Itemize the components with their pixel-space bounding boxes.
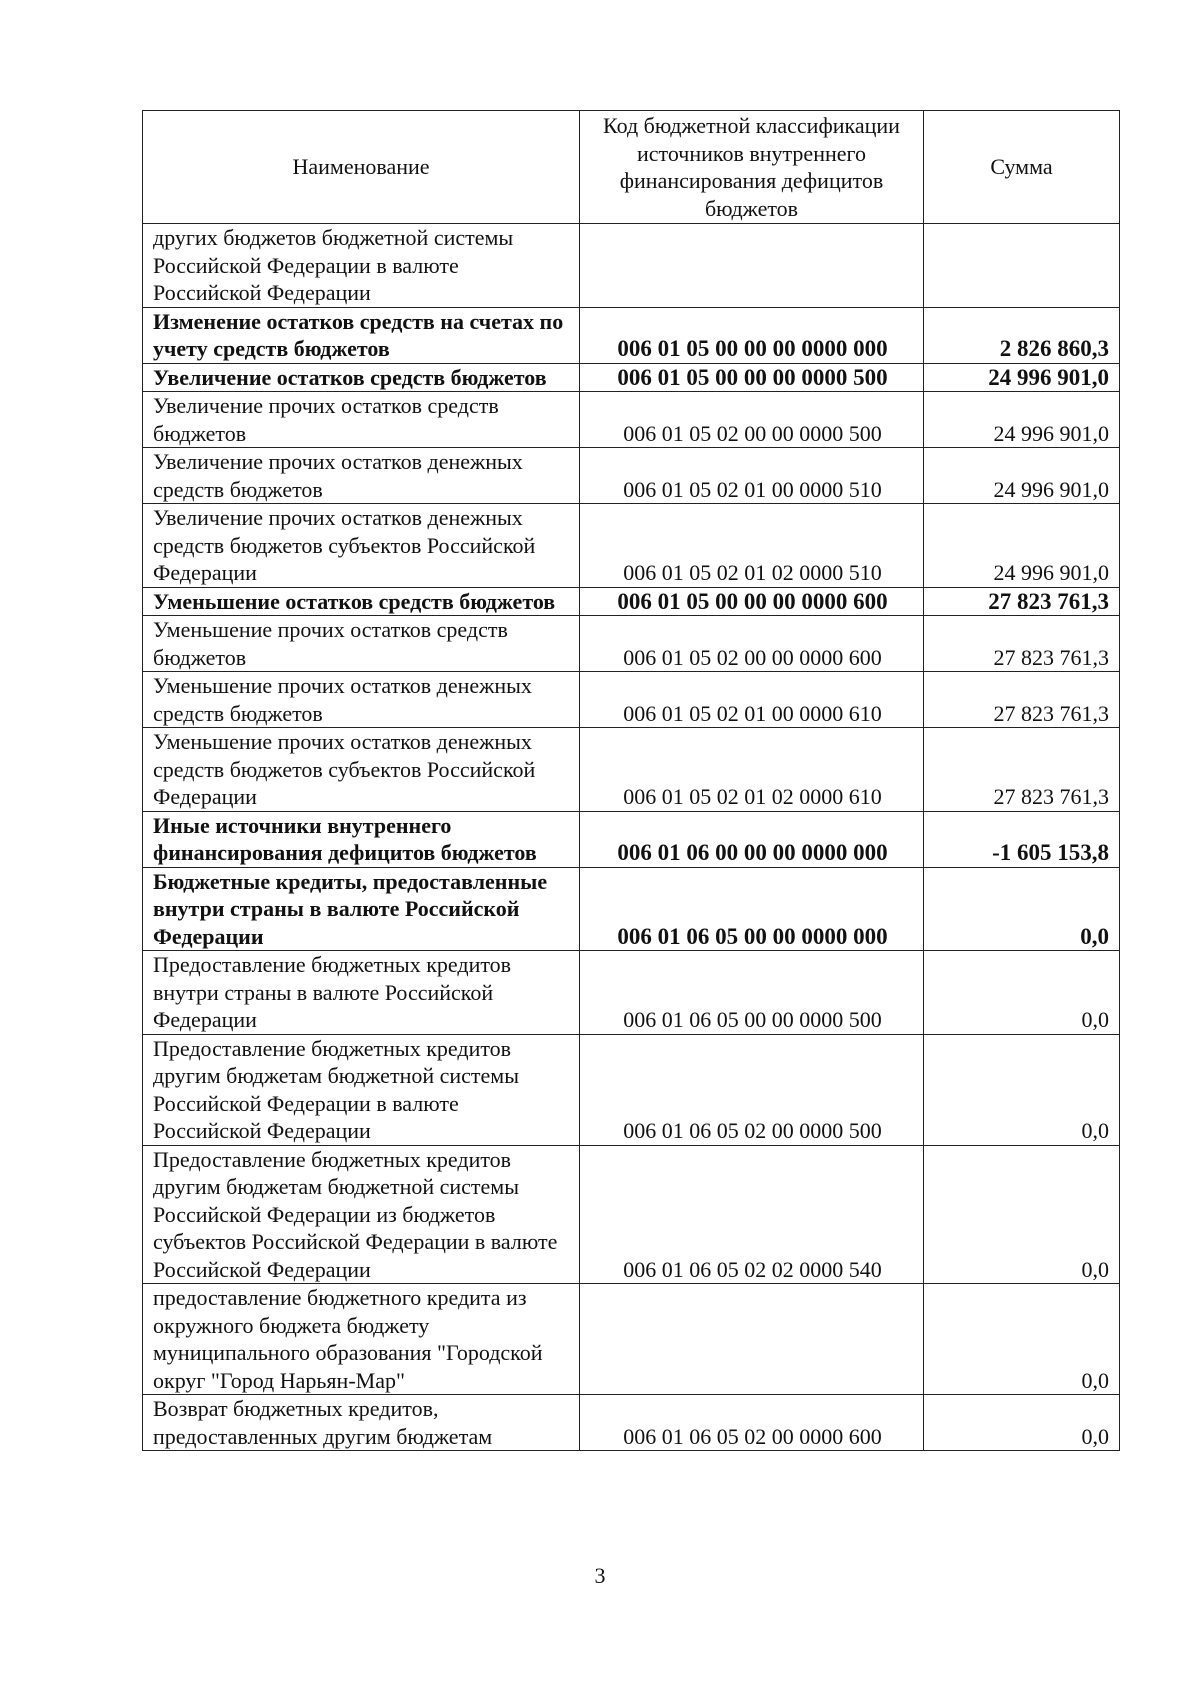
row-name-cell: Предоставление бюджетных кредитов другим бюджетам бюджетной системы Российской Федерации из бюджетов субъектов Российской Федерации в валюте Российской Федерации (143, 1145, 580, 1284)
budget-sources-table (142, 110, 1120, 1451)
row-code-cell: 006 01 05 02 00 00 0000 500 (580, 392, 924, 448)
row-sum-cell: 0,0 (924, 951, 1120, 1035)
row-sum-cell: 27 823 761,3 (924, 587, 1120, 616)
row-sum-cell: 24 996 901,0 (924, 392, 1120, 448)
page-number: 3 (594, 1563, 606, 1588)
row-name-cell: Уменьшение прочих остатков средств бюджетов (143, 616, 580, 672)
row-code-cell: 006 01 05 00 00 00 0000 000 (580, 307, 924, 363)
row-code-cell (580, 1284, 924, 1395)
table-row (143, 951, 1120, 1035)
row-sum-cell (924, 224, 1120, 308)
table-row (143, 1395, 1120, 1451)
table-row (143, 363, 1120, 392)
row-code-cell: 006 01 05 00 00 00 0000 500 (580, 363, 924, 392)
row-sum-cell: 27 823 761,3 (924, 672, 1120, 728)
table-row (143, 616, 1120, 672)
row-sum-cell: 0,0 (924, 1395, 1120, 1451)
row-code-cell: 006 01 05 00 00 00 0000 600 (580, 587, 924, 616)
table-row (143, 504, 1120, 588)
row-code-cell: 006 01 06 05 02 00 0000 500 (580, 1034, 924, 1145)
header-sum: Сумма (924, 111, 1120, 224)
table-row (143, 307, 1120, 363)
row-sum-cell: -1 605 153,8 (924, 811, 1120, 867)
row-code-cell: 006 01 06 00 00 00 0000 000 (580, 811, 924, 867)
row-sum-cell: 24 996 901,0 (924, 363, 1120, 392)
table-row (143, 1284, 1120, 1395)
table-row (143, 867, 1120, 951)
row-name-cell: Предоставление бюджетных кредитов внутри страны в валюте Российской Федерации (143, 951, 580, 1035)
row-sum-cell: 0,0 (924, 1284, 1120, 1395)
row-sum-cell: 24 996 901,0 (924, 504, 1120, 588)
row-code-cell: 006 01 05 02 01 02 0000 610 (580, 728, 924, 812)
table-row (143, 392, 1120, 448)
table-body (143, 224, 1120, 1451)
table-header-row (143, 111, 1120, 224)
row-code-cell: 006 01 06 05 02 02 0000 540 (580, 1145, 924, 1284)
row-name-cell: Уменьшение прочих остатков денежных средств бюджетов субъектов Российской Федерации (143, 728, 580, 812)
row-sum-cell: 27 823 761,3 (924, 616, 1120, 672)
row-name-cell: Увеличение остатков средств бюджетов (143, 363, 580, 392)
row-code-cell: 006 01 05 02 00 00 0000 600 (580, 616, 924, 672)
header-code: Код бюджетной классификации источников внутреннего финансирования дефицитов бюджетов (580, 111, 924, 224)
table-row (143, 448, 1120, 504)
row-code-cell: 006 01 06 05 00 00 0000 500 (580, 951, 924, 1035)
table-row (143, 672, 1120, 728)
row-sum-cell: 24 996 901,0 (924, 448, 1120, 504)
row-name-cell: Изменение остатков средств на счетах по учету средств бюджетов (143, 307, 580, 363)
table-row (143, 811, 1120, 867)
row-sum-cell: 0,0 (924, 1034, 1120, 1145)
row-code-cell: 006 01 05 02 01 00 0000 510 (580, 448, 924, 504)
row-sum-cell: 27 823 761,3 (924, 728, 1120, 812)
row-name-cell: Уменьшение прочих остатков денежных средств бюджетов (143, 672, 580, 728)
row-code-cell: 006 01 05 02 01 02 0000 510 (580, 504, 924, 588)
row-sum-cell: 0,0 (924, 867, 1120, 951)
table-row (143, 224, 1120, 308)
row-name-cell: Увеличение прочих остатков денежных средств бюджетов (143, 448, 580, 504)
row-name-cell: Бюджетные кредиты, предоставленные внутри страны в валюте Российской Федерации (143, 867, 580, 951)
row-name-cell: Иные источники внутреннего финансирования дефицитов бюджетов (143, 811, 580, 867)
row-name-cell: Увеличение прочих остатков средств бюджетов (143, 392, 580, 448)
row-code-cell: 006 01 06 05 02 00 0000 600 (580, 1395, 924, 1451)
table-row (143, 1034, 1120, 1145)
table-row (143, 728, 1120, 812)
table-row (143, 587, 1120, 616)
row-sum-cell: 2 826 860,3 (924, 307, 1120, 363)
row-name-cell: Предоставление бюджетных кредитов другим бюджетам бюджетной системы Российской Федерации в валюте Российской Федерации (143, 1034, 580, 1145)
header-name: Наименование (143, 111, 580, 224)
table-row (143, 1145, 1120, 1284)
row-name-cell: Возврат бюджетных кредитов, предоставленных другим бюджетам (143, 1395, 580, 1451)
row-code-cell (580, 224, 924, 308)
row-name-cell: предоставление бюджетного кредита из окружного бюджета бюджету муниципального образования "Городской округ "Город Нарьян-Мар" (143, 1284, 580, 1395)
row-code-cell: 006 01 05 02 01 00 0000 610 (580, 672, 924, 728)
row-name-cell: других бюджетов бюджетной системы Российской Федерации в валюте Российской Федерации (143, 224, 580, 308)
row-sum-cell: 0,0 (924, 1145, 1120, 1284)
row-code-cell: 006 01 06 05 00 00 0000 000 (580, 867, 924, 951)
row-name-cell: Увеличение прочих остатков денежных средств бюджетов субъектов Российской Федерации (143, 504, 580, 588)
row-name-cell: Уменьшение остатков средств бюджетов (143, 587, 580, 616)
